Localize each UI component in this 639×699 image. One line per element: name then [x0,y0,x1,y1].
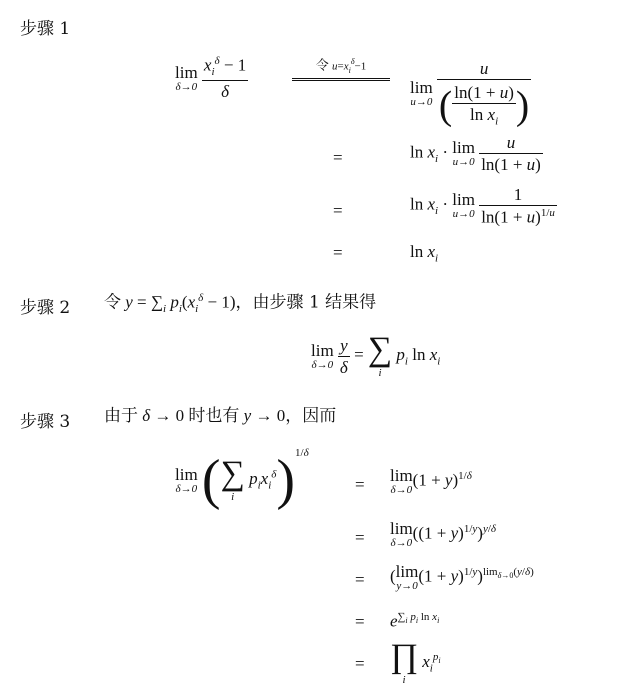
step-3-thus: ，因而 [285,406,337,426]
step-2-let: 令 [104,292,121,313]
eq2: lim δ→0 $\frac{y}{\delta}$ = ∑ i $p_i$ $\ln x_i$ [311,331,441,379]
eq3-sign-1: = [355,475,365,494]
step-3-since: 由于 [104,406,138,426]
step-3-also: 时也有 [188,406,240,426]
eq3-line4: $e^{\sum_i p_i ln x_i}$ [390,611,440,631]
eq1-let: 令 $u=x_i^\delta-1$ [292,58,390,81]
step-2-result: ，由步骤 1 结果得 [235,292,377,313]
eq3-sign-5: = [355,654,365,673]
eq3-line1: lim δ→0 $(1 + y)^{1/\delta}$ [390,466,472,496]
eq3-sign-2: = [355,528,365,547]
eq3-line3: ( lim y→0 $(1 + y)^{1/y})^{lim_{\delta\to 0}(y/\delta)}$ [390,562,534,592]
step-2-text: 令 $y = \sum_i$ $p_i(x_i^\delta - 1)$，由步骤 1 结果得 [104,292,377,316]
step-3-label: 步骤 3 [20,412,71,432]
eq3-line5: ∏ i $x_i^{p_i}$ [390,638,441,686]
eq1-line3: $\ln x_i$ · lim u→0 $\frac{1}{\ln(1 + u)^{1/u}}$ [410,185,555,227]
eq3-sign-3: = [355,570,365,589]
eq-sign-4: = [333,243,343,262]
eq1-line4: $\ln x_i$ [410,242,439,265]
eq1-lhs: lim δ→0 $\frac{x_i^\delta - 1}{\delta}$ [175,55,247,102]
step-3-text: 由于 δ → 0 时也有 y → 0，因而 [104,406,337,426]
step-2-label: 步骤 2 [20,298,71,318]
eq1-rhs: lim u→0 u ( $\frac{\ln(1 + u)}{\ln x_i}$ ) [410,59,530,128]
eq3-sign-4: = [355,612,365,631]
eq3-lhs: lim δ→0 ( ∑ i $p_ix_i^\delta)^{1/\delta}$ [175,447,309,512]
eq-sign-2: = [333,148,343,167]
step-1-label: 步骤 1 [20,19,71,39]
eq3-line2: lim δ→0 $((1 + y)^{1/y})^{y/\delta}$ [390,519,497,549]
eq-sign-3: = [333,201,343,220]
eq1-line2: $\ln x_i$ · lim u→0 $\frac{u}{\ln(1 + u)}$ [410,133,541,174]
